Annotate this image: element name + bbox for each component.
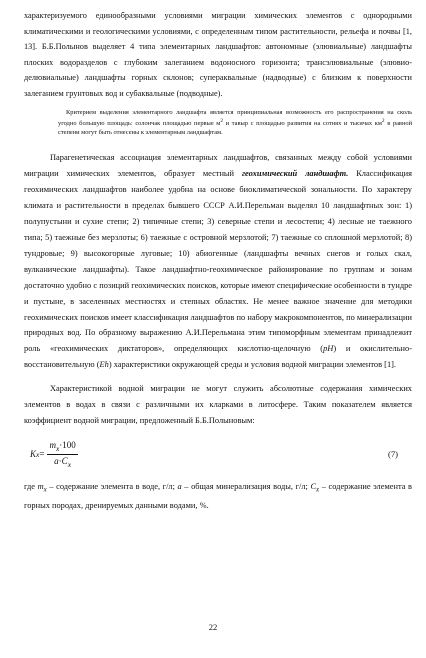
footnote-sup-2: 2 bbox=[381, 118, 385, 125]
p4-t4: – содержание элемента в горных породах, дренируемых данными водами, %. bbox=[24, 481, 412, 511]
p4-m: m bbox=[37, 481, 44, 491]
p4-c: C bbox=[310, 481, 317, 491]
footnote-part-3: в равной степени могут быть отнесены к элементарным ландшафтам. bbox=[58, 120, 412, 136]
denominator-dot: · bbox=[58, 455, 62, 466]
formula-k: K bbox=[30, 449, 37, 460]
p4-t1: где bbox=[24, 481, 38, 491]
paragraph-2 bbox=[24, 150, 412, 373]
footnote-part-1: Критерием выделения элементарного ландшафта является принципиальная возможность его распространения на сколь угодно большую площадь: солончак площадью первые м bbox=[58, 108, 412, 128]
formula-denominator bbox=[54, 455, 71, 469]
formula-expression bbox=[30, 440, 78, 469]
footnote-part-2: и тавыр с площадью развития на сотнях и тысячах км bbox=[223, 120, 382, 128]
paragraph-4 bbox=[24, 479, 412, 514]
p4-a: a bbox=[177, 481, 182, 491]
numerator-rest: ·100 bbox=[59, 439, 76, 450]
paragraph-2-tail: ) характеристики окружающей среды и условия водной миграции элементов [1]. bbox=[108, 360, 397, 370]
denominator-sub: x bbox=[67, 459, 72, 469]
footnote bbox=[24, 109, 412, 138]
page-number: 22 bbox=[208, 622, 218, 632]
footnote-sup-1: 2 bbox=[220, 118, 224, 125]
formula-equals: = bbox=[39, 449, 45, 460]
denominator-c: C bbox=[61, 455, 68, 466]
paragraph-1: характеризуемого единообразными условиями миграции химических элементов с однородными климатическими и геологическими условиями, с определенным типом растительности, рельефа и почвы [1, 13]. Б.Б.Полынов выделяет 4 типа элементарных ландшафтов: автономные (элювиальные) ландшафты плоских водоразделов с глубоким залеганием водоносного горизонта; трансэлювиальные (элювио-делювиальные) ландшафты горных склонов; супераквальные (надводные) с близким к поверхности залеганием грунтовых вод и субаквальные (подводные). bbox=[24, 11, 412, 98]
p4-c-sub: x bbox=[316, 485, 320, 494]
formula-7 bbox=[24, 437, 412, 475]
eh-symbol: Eh bbox=[99, 360, 109, 370]
formula-fraction bbox=[47, 440, 77, 469]
paragraph-3: Характеристикой водной миграции не могут служить абсолютные содержания химических элементов в водах в связи с различными их кларками в литосфере. Таким показателем является коэффициент водной миграции, предложенный Б.Б.Полыновым: bbox=[24, 384, 412, 425]
p4-m-sub: x bbox=[43, 485, 47, 494]
p4-t3: – общая минерализация воды, г/л; bbox=[181, 481, 311, 491]
formula-k-sub: x bbox=[36, 449, 40, 459]
paragraph-2-mid: ) и окислительно-восстановительную ( bbox=[24, 344, 412, 370]
formula-numerator bbox=[47, 440, 77, 455]
paragraph-2-lead: Парагенетическая ассоциация элементарных ландшафтов, связанных между собой условиями миграции химических элементов, образует местный bbox=[24, 153, 412, 179]
denominator-a: a bbox=[54, 455, 59, 466]
term-geochemical-landscape: геохимический ландшафт. bbox=[241, 169, 349, 179]
paragraph-2-body: Классификация геохимических ландшафтов наиболее удобна на основе биоклиматической зональности. По характеру климата и растительности в пределах бывшего СССР А.И.Перельман выделял 10 ландшафтных зон: 1) полупустыни и сухие степи; 2) типичные степи; 3) северные степи и лесостепи; 4) лесные не таежного типа; 5) таежные без мерзлоты; 6) таежные с островной мерзлотой; 7) таежные со сплошной мерзлотой; 8) тундровые; 9) высокогорные луговые; 10) абиогенные (ландшафты вечных снегов и голых скал, вулканические ландшафты). Такое ландшафтно-геохимическое районирование по группам и зонам достаточно удобно с позиций геохимических поисков, которые имеют специфические особенности в тундре и пустыне, в заселенных местностях и степных областях. Не менее важное значение для методики геохимических поисков имеет классификация ландшафтов по набору макрокомпонентов, по минерализации природных вод. По образному выражению А.И.Перельмана этим типоморфным элементам принадлежит роль «геохимических диктаторов», определяющих кислотно-щелочную ( bbox=[24, 169, 412, 354]
footnote-text bbox=[58, 109, 412, 138]
numerator-m: m bbox=[49, 439, 56, 450]
numerator-sub: x bbox=[55, 443, 60, 453]
equation-number: (7) bbox=[387, 448, 398, 459]
body-text bbox=[24, 8, 412, 514]
ph-symbol: pH bbox=[323, 344, 334, 354]
p4-t2: – содержание элемента в воде, г/л; bbox=[46, 481, 178, 491]
